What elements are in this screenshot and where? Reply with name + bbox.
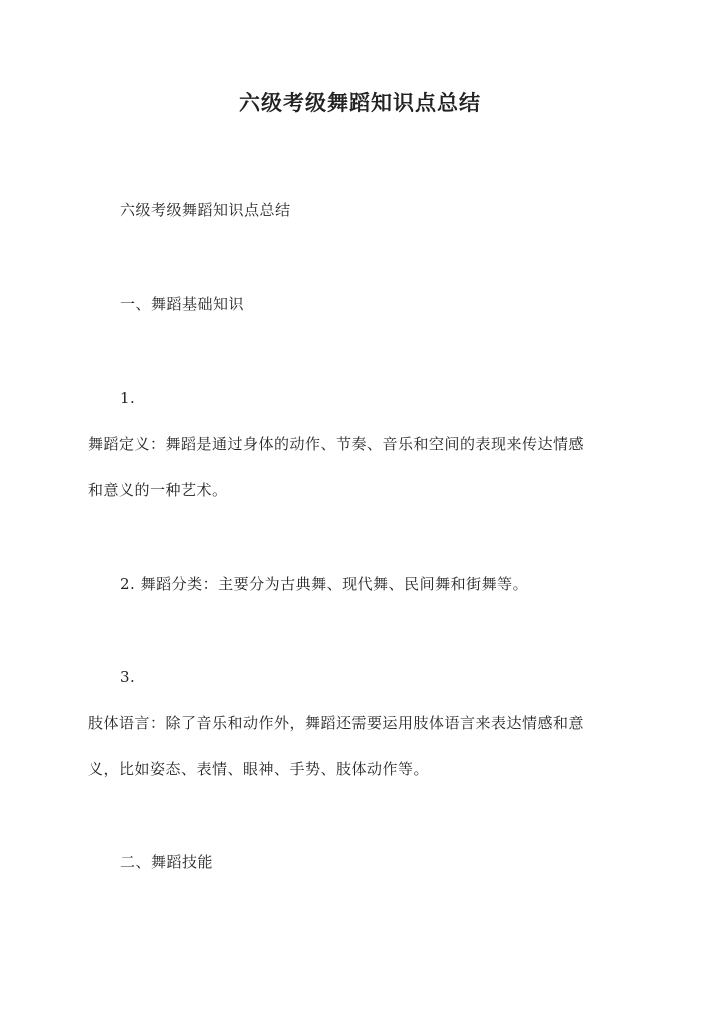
item-3-text-line-1: 肢体语言：除了音乐和动作外，舞蹈还需要运用肢体语言来表达情感和意 [88, 714, 585, 732]
section-heading-skills: 二、舞蹈技能 [120, 853, 214, 871]
item-1-number: 1. [120, 389, 136, 407]
document-title: 六级考级舞蹈知识点总结 [239, 90, 481, 115]
item-2-text: 2. 舞蹈分类：主要分为古典舞、现代舞、民间舞和街舞等。 [120, 575, 529, 593]
section-heading-basics: 一、舞蹈基础知识 [120, 295, 245, 313]
item-1-text-line-1: 舞蹈定义：舞蹈是通过身体的动作、节奏、音乐和空间的表现来传达情感 [88, 435, 585, 453]
item-3-text-line-2: 义，比如姿态、表情、眼神、手势、肢体动作等。 [88, 760, 430, 778]
item-3-number: 3. [120, 668, 136, 686]
document-subtitle: 六级考级舞蹈知识点总结 [120, 201, 291, 219]
item-1-text-line-2: 和意义的一种艺术。 [88, 481, 228, 499]
